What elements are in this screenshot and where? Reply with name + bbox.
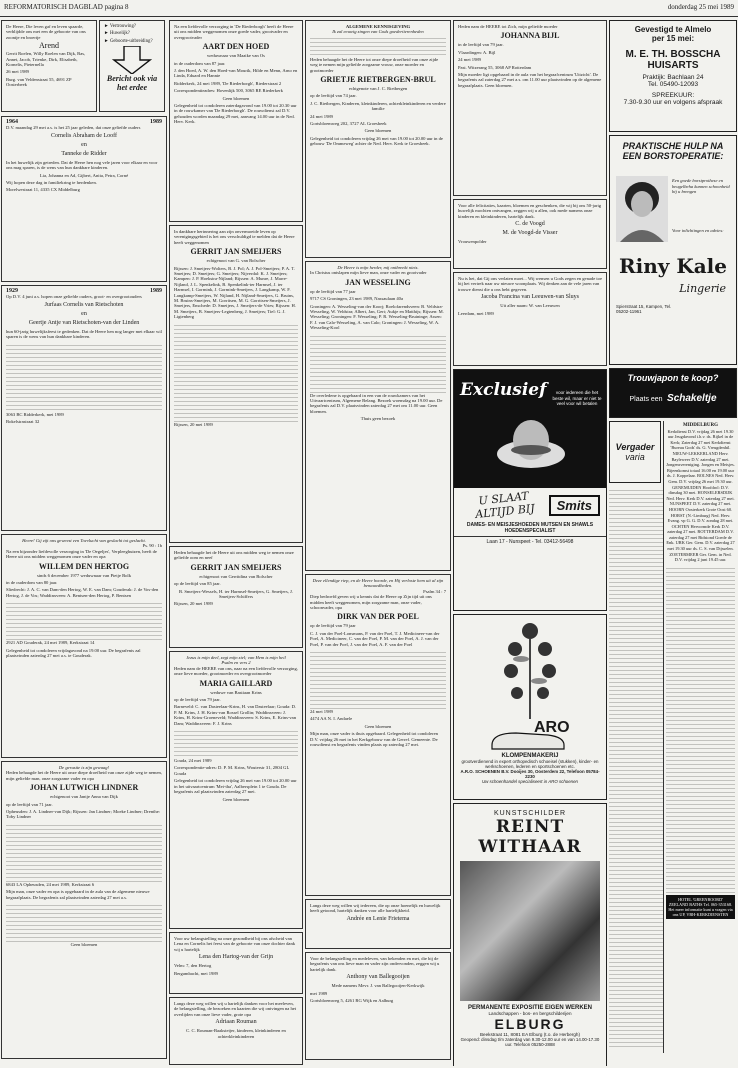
column-5 (608, 18, 738, 1066)
ad-riny-side-2: Voor inlichtingen en advies: (672, 228, 724, 233)
death-family: Rijssen: J. Smeijers-Wolters, B. J. Pol; A. J. Pol-Smeijers; P. A. T. Smeijers; D. Smeijers; G. Smeijers; Nijverdal: K. J. Smeijers; Kampen: J. P. Hoekstra-Nijland; Rijssen: A. Munre, J. Marre-Nijland, J. L. Spenkelink, B. Spenkelink-ter Harmsel, J. ter Harmsel, I. Gormink, J. Gormink-Smeijers, J. Langkamp, W. F. Langkamp-Smeijers, W. Nijland, H. Nijland-Smeijers, G. Bruins, M. Bruins-Smeijers, M. Gorritsen, M. G. Gorritsen-Smeijers, J. Smeijers, Enschede: D. Smeijers, J. Smeijers-de Vries; Rijssen: H. M. Smeijers, B. Smeijers-Legtenberg, J. Smeijers; Tiel: G. J. Ligtenberg (174, 265, 296, 320)
farewell-name: Jacoba Francina van Leeuwen-van Sluys (481, 294, 579, 301)
year-left: 1964 (6, 119, 18, 125)
death-address: 4474 AA N. I. Andaele (310, 716, 353, 722)
death-family: C. J. van der Poel-Lonsmans, P. van der Poel, T. J. Medicineer-van der Poel, A. Medicineer, C. van der Poel, P. M. van der Poel, A. J. van der Poel, P. van der Poel, J. van der Poel, A. F. van der Poel (310, 630, 440, 647)
notice-death-hoed (169, 20, 303, 222)
thanks-place: Vrouwenpolder (458, 239, 487, 245)
ad-aro-address: A.R.O. SCHOENEN B.V. Dooijes 30, Oosterdem 22, Telefoon 05784-2230 (460, 769, 600, 779)
death-notice: Mijn man, onze vader en opa is opgebaard in de aula van de algemene nieuwe begraafplaats. De begrafenis zal plaatsvinden zaterdag 27 mei a.s. (6, 889, 150, 900)
death-intro: Diep bedroefd geven wij u kennis dat de Heere op Zijn tijd uit ons midden heeft weggenomen, mijn zorgzame man, onze vader, schoonvader, opa (310, 594, 432, 611)
death-spouse: sinds 6 december 1977 weduwnaar van Pietje Bolk (36, 572, 132, 578)
hat-icon (494, 410, 568, 476)
ad-bosscha-title: HUISARTS (647, 60, 699, 71)
kerkdiensten-list (663, 421, 737, 1053)
notice-announce-arrows (99, 20, 165, 112)
announce-tag: Bericht ook via het erdee (106, 74, 158, 93)
down-arrow-icon (112, 46, 152, 74)
death-date: 24 mei 1989 (310, 113, 333, 119)
death-family: Opheusden: J. A. Lindner-van Dijk; Rijssen: Jan Lindner; Moeke Lindner; Drenthe: Toby Lindner (6, 809, 161, 820)
ad-exclusief-footer: Laan 17 - Nunspeet - Tel. 03412-56498 (486, 539, 574, 545)
ad-aro-sub: KLOMPENMAKERIJ (501, 753, 559, 759)
death-name: DIRK VAN DER POEL (337, 612, 419, 622)
death-family: Barneveld: C. van Dasteelaar-Krins, H. van Dasteelaar; Gouda: D. P. M. Krins, J. H. Krins-van Rossel Grollin; Waddinxveen: J. Krins, H. Krins-Groeneveld; Waddinxveen: S. Krins, E. Krins-van Dam; Waddinxveen: F. J. Krins (174, 704, 297, 726)
death-age: op de leeftijd van 74 jaar. (310, 93, 357, 99)
announce-item: ► Huwelijk? (104, 31, 130, 37)
death-intro: In Christus ontslapen mijn lieve man, onze vader en grootvader (310, 270, 427, 276)
ad-reint-hours: Geopend: dinsdag t/m zaterdag van 9.30-12.00 uur en van 14.00-17.30 uur. Telefoon 05250-2888 (460, 1037, 600, 1047)
page-header-right: donderdag 25 mei 1989 (667, 3, 734, 11)
death-address: Rijssen, 20 mei 1989 (174, 601, 213, 607)
anniversary-and: en (81, 141, 87, 148)
notice-death-smeijers (169, 225, 303, 543)
year-right: 1989 (150, 288, 162, 294)
death-spouse: weduwe van Bastiaan Krins (210, 689, 262, 695)
death-intro: Heden behaagde het de Heere uit ons midden weg te nemen onze geliefde oom en neef (174, 550, 294, 561)
ad-bosscha-address: Praktijk: Bachlaan 24 (642, 74, 704, 81)
anniversary-name-2: Geertje Antje van Rietschoten-van der Linden (28, 319, 140, 326)
death-name: GRIETJE RIETBERGEN-BRUL (320, 75, 436, 85)
death-end: Geen bloemen (364, 128, 392, 134)
verse-ref: Psalm 34 : 7 (423, 588, 446, 594)
thanks-place: Velm: 7, den Hertog (174, 963, 212, 969)
notice-thanks-grijn (169, 932, 303, 994)
ad-exclusief-desc: DAMES- EN MEISJESHOEDEN MUTSEN EN SHAWLS HOEDENSPECIALIST (466, 522, 594, 534)
notice-thanks-frietema (305, 899, 451, 949)
text-filler (310, 649, 446, 709)
farewell-sub: Uit aller naam: W. van Leeuwen (500, 303, 560, 309)
thanks-family: C. C. Rouman-Baaksteijer, kinderen, kleinkinderen en achterkleinkinderen (186, 1028, 286, 1039)
death-name: JAN WESSELING (345, 277, 411, 287)
notice-thanks-rouman (169, 997, 303, 1065)
text-filler (609, 487, 663, 1047)
death-address: Gouda, 24 mei 1989 (174, 758, 212, 764)
flower-plant-icon (495, 619, 565, 729)
thanks-intro: Voor uw belangstelling na onze gezondheid bij ons afscheid van Lena en Cornelis het feest van de geboorte van onze dochter dank wij u hartelijk (174, 936, 296, 952)
ad-riny-brand: Riny Kale (618, 254, 727, 278)
death-family: J. C. Rietbergen, Kinderen, kleinkinderen, achterkleinkinderen en verdere familie (310, 100, 446, 112)
notice-death-wesseling (305, 261, 451, 571)
kerk-body: Kerkdienst D.V. vrijdag 26 mei 19.30 uur Jeugdavond i.h.v. ds. Rijkel in de Kerk; Zaterdag 27 mei Kerkdienst 'Bureau Gods' ds. G. Vreugdenhil. NIEUW-LEKKERLAND Herv. Bayleweer D.V. zaterdag 27 mei. Jongensvereniging. Jongen en Meisjes. Bijeenkomst totaal 16.00 en 19.00 uur ds. J. Koppelaar. BOLNES Ned. Herv. Gem. D.V. vrijdag 26 mei 19.30 uur. GENEMUIDEN Hoofdrol: D.V. dinsdag 30 mei. HONSELERSDIJK Ned. Herv. Kerk D.V. zaterdag 27 mei. NUNSPEET D.V. zaterdag 27 mei. HOORN Oosterkerk Grote Oost 60. HORST (N.-Limburg) Ned. Herv. Evang. vp G. G. D.V. zondag 28 mei. OCHTEN Hervormde Kerk D.V. zaterdag 27 mei. ROTTERDAM D.V. zaterdag 27 mei Bidstond Goede de Enk. URK Ger. Gem. D.V. zaterdag 27 mei 19.30 uur ds. C. S. van Dijsselen. ZOETERMEER Ger. Gem. in Ned. D.V. vrijdag 2 juni 19.45 uur. (666, 428, 735, 563)
notice-death-van-der-poel (305, 574, 451, 896)
ad-reint-expo: PERMANENTE EXPOSITIE EIGEN WERKEN (467, 1005, 593, 1011)
anniversary-and: en (81, 310, 87, 317)
death-address: Ridderkerk, 24 mei 1989, 'De Riederborgh', Riederstraat 2 (174, 80, 282, 86)
birth-family: Gerrit Roelen, Willy Roelen van Dijk, Bas, Annet, Jacob, Trienke, Dirk, Elisabeth, Kornelis, Pieternella (6, 51, 86, 68)
notice-thanks-ballegooijen (305, 952, 451, 1060)
thanks-name-2: M. de Voogd-de Visser (502, 230, 558, 237)
thanks-name: Lena den Hartog-van der Grijn (198, 954, 274, 961)
verse-ref: Psalm en vers 2 (221, 660, 251, 666)
ad-exclusief-brand: Smits (549, 495, 600, 516)
ad-reint-city: ELBURG (494, 1016, 566, 1032)
ad-reint-top: KUNSTSCHILDER (493, 810, 567, 817)
text-filler (310, 333, 446, 393)
ad-riny-title: PRAKTISCHE HULP NA EEN BORSTOPERATIE: (622, 141, 724, 161)
anniversary-text: D.V. maandag 29 mei a.s. is het 25 jaar geleden, dat onze geliefde ouders (6, 125, 141, 131)
ad-reint-withaar (453, 803, 607, 1066)
anniversary-name-1: Cornelis Abraham de Looff (50, 132, 118, 139)
verse-ref: Ps. 90 : 1b (142, 543, 162, 549)
anniversary-text: Op D.V. 4 juni a.s. hopen onze geliefde ouders, groot- en overgrootouders (6, 294, 142, 300)
notice-death-lindner (1, 761, 167, 1059)
text-filler (6, 822, 162, 882)
text-filler (6, 902, 162, 942)
anniversary-name-1: Jurfaas Cornelis van Rietschoten (44, 301, 124, 308)
death-name: GERRIT JAN SMEIJERS (190, 562, 282, 572)
ad-reint-title: REINT WITHAAR (478, 817, 582, 857)
ad-aro-klompen (453, 614, 607, 800)
death-end: Thuis geen bezoek (360, 416, 396, 422)
notice-birth-arend (1, 20, 97, 112)
ad-riny-kale (609, 135, 737, 365)
death-notice: Mijn moeder ligt opgebaard in de aula van het begraafcentrum 'Uitzicht'. De begrafenis zal zaterdag 27 mei a.s. om 11.00 uur plaatsvinden op de algemene begraafplaats. Geen bloemen. (458, 72, 602, 88)
death-family: J. den Hoed, A. W. den Hoed-van Mourik, Hilde en Menn, Arno en Linda, Eduard en Hannie (174, 68, 298, 79)
verse: Jezus is mijn deel, zegt mijn ziel; van Hem is mijn heil (186, 655, 286, 660)
death-intro: Heden nam de HEERE tot Zich, mijn geliefde moeder (458, 24, 558, 29)
death-intro: Na een liefdevolle verzorging in 'De Riederborgh' heeft de Heere uit ons midden weggenomen onze goede vader, grootvader en overgrootvader (174, 24, 294, 40)
year-right: 1989 (150, 119, 162, 125)
column-4 (452, 18, 608, 1066)
death-notice: Gelegenheid tot condoleren vrijdag 26 mei van 19.00 tot 20.00 uur in het uitvaartcentrum 'Mei-tha', Aalbersplein 1 te Gouda. De begrafenis zal plaatsvinden zaterdag 27 mei. (174, 778, 297, 795)
text-filler (174, 728, 298, 758)
thanks-name: Andrée en Lenie Frietema (346, 915, 410, 922)
page-header-left: REFORMATORISCH DAGBLAD pagina 8 (4, 3, 129, 11)
text-filler (6, 600, 162, 640)
ad-trouwjapon-line-2: Plaats een (629, 396, 663, 403)
ad-exclusief-banner (454, 370, 606, 488)
death-date: 24 mei 1989 (458, 57, 481, 63)
death-spouse: echtgenote van J. C. Rietbergen (348, 86, 408, 92)
death-age: in de ouderdom van 80 jaar. (6, 580, 58, 586)
notice-death-hertog (1, 534, 167, 758)
death-name: GERRIT JAN SMEIJERS (190, 247, 282, 257)
portrait-photo-icon (616, 176, 668, 242)
death-spouse: echtgenoot van Jantje Anna van Dijk (50, 794, 118, 800)
birth-lead: De Heere, Die leven gaf en leven spaarde, verblijdde ons met een de geboorte van ons zoontje en broertje (6, 24, 86, 40)
ad-vergader-line-2: varia (625, 452, 645, 462)
ad-riny-side: Een goede borstprothese en beugelbeha kunnen schoonheid bij u brengen (672, 178, 730, 195)
verse: De Heere is mijn herder, mij ontbreekt niets. (337, 265, 419, 270)
ad-bosscha-line-1: Gevestigd te Almelo (634, 25, 712, 34)
thanks-name: Adriaan Rouman (215, 1019, 257, 1026)
death-notice: Gelegenheid tot condoleren vrijdag 26 mei van 19.00 tot 20.00 uur in de gebouw 'De Ommeweg' achter de Ned. Herv. Kerk te Groesbeek. (310, 135, 443, 147)
notice-thanks-voogd (453, 199, 607, 269)
ad-aro-desc: grootverdienend in expert orthopedisch schoeisel (stukken), kinder- en werkschoenen, lederen en sportschoenen etc. (461, 759, 599, 769)
death-notice: Mijn man, onze vader is thuis opgebaard. Gelegenheid tot condoleren D.V. vrijdag 26 mei in het Kerkgebouw van de Gerref. Gemeente. De rouwdienst en begrafenis vinden plaats op zaterdag 27 mei. (310, 731, 438, 748)
notice-death-smeijers-2 (169, 546, 303, 648)
announce-item: ► Vertrouwing? (104, 24, 136, 29)
death-name: AART DEN HOED (202, 42, 270, 52)
birth-date: 26 mei 1989 (6, 69, 29, 75)
anniversary-rest: hun 60-jarig huwelijksfeest te gedenken. Dat de Heere hen nog langer met elkaar wil sparen is de wens van hun dankbare kinderen. (6, 328, 162, 340)
death-intro: In dankbare herinnering aan zijn onvermoeide leven op verenigingsgebied is het ons verschuldigd te melden dat de Heere heeft weggenomen (174, 229, 295, 245)
text-filler (174, 322, 298, 422)
thanks-intro: Langs deze weg willen wij iedereen, die op onze hoenelijk en huwelijk heeft getoond, hartelijk danken voor alle hartelijkheid. (310, 903, 441, 914)
death-correspondence: Correspondentie-adres: D. P. M. Krins, Wouterstr 31, 2804 GL Gouda (174, 765, 290, 776)
anniversary-place: 3063 BC Ridderkerk, mei 1989 (6, 411, 64, 417)
ad-reint-address: Beekstraat 11, 8081 EA Elburg (t.o. de Herbergh) (479, 1032, 580, 1037)
ad-riny-brand-2: Lingerie (679, 282, 726, 295)
death-intro: Heden behaagde het de Heere tot onze diepe droefheid van onze zijde weg te nemen mijn geliefde zorgzame vrouw, onze moeder en grootmoeder (310, 56, 439, 73)
death-address: 2921 AD Gouderak, 24 mei 1989, Kerkstraat 14 (6, 640, 95, 646)
verse: Deze ellendige riep, en de Heere hoorde, en Hij verloste hem uit al zijn benauwdheden. (312, 578, 444, 589)
death-address: 6843 LA Opheusden, 24 mei 1989, Kerkstraat 6 (6, 881, 95, 887)
death-end: Geen bloemen (222, 95, 250, 101)
death-notice: Gelegenheid tot condoleren zaterdagavond van 19.00 tot 20.30 uur in de rouwkamer van 'De Riederborgh'. De rouwdienst zal D.V. gehouden worden maandag 29 mei, aanvang 14.00 uur in de Ned. Herv. Kerk. (174, 103, 297, 125)
anniversary-address: Morelwestraat 11, 4335 CX Middelburg (6, 187, 80, 193)
death-spouse: weduwnaar van Maaike van Os (207, 53, 265, 59)
verse: De gerustte is zijn gewaag! (58, 765, 110, 770)
death-end: Geen bloemen (70, 942, 98, 948)
text-filler (6, 342, 162, 412)
ad-riny-address: Spierstraat 15, Kampen, Tel. 05202-11961 (616, 304, 672, 315)
death-family: Vlaardingen: A. Bijl (458, 49, 496, 55)
death-name: MARIA GAILLARD (199, 678, 273, 688)
thanks-place: mei 1989 (310, 990, 328, 996)
text-filler (666, 565, 735, 895)
death-family: Groningen: A. Wesseling-van der Koorj; Roelofarendsveen: B. Veldstra-Wesseling, W. Veldstra; Albert, Jan, Gert; Aukje en Matthijs; Rijssen: M. Wesseling; Groningen: F. Wesseling; P. R. Wesseling-Bruininge; Assen: F. J. van Calo-Wesseling, A. van Calo; Groningen: J. Wesseling, W. A. Wesseling-Kool (310, 303, 444, 331)
ad-bosscha-name: M. E. TH. BOSSCHA (625, 49, 721, 60)
ad-bosscha-huisarts (609, 20, 737, 132)
notice-farewell-sluys (453, 272, 607, 366)
death-notice: Gelegenheid tot condoleren vrijdagavond na 19.00 uur. De begrafenis zal plaatsvinden zaterdag 27 mei a.s. te Gouderak. (6, 647, 141, 659)
death-address: 9717 CS Groningen, 23 mei 1989, Nassaulaan 40a (310, 296, 404, 302)
column-2 (168, 18, 304, 1066)
death-notice: De overledene is opgebaard in een van de rouwkamers van het Uitvaartcentrum, Algemene Belang. Bezoek woensdag na 19.00 uur. De begrafenis zal D.V. plaatsvinden zaterdag 27 mei om 11.00 uur. Geen bloemen. (310, 392, 443, 414)
verse: Heere! Gij zijt ons geweest een Toevlucht van geslacht tot geslacht. (22, 538, 146, 543)
ad-aro-title: ARO (534, 719, 570, 736)
ad-exclusief-smits (453, 369, 607, 611)
notice-anniversary-1929 (1, 285, 167, 531)
announce-item: ► Geboorte-uitbreiding? (104, 38, 153, 44)
death-end: Geen bloemen (222, 796, 250, 802)
death-family: Sliedrecht: J. A. C. van Dam-den Hertog, W. E. van Dam; Gouderak: J. de Vos-den Hertog, J. de Vos; Waddinxveen: A. Bentsen-den Hertog, P. Bentsen (6, 587, 159, 598)
death-age: op de leeftijd van 77 jaar (310, 288, 356, 294)
thanks-date: Bergambacht, mei 1989 (174, 970, 218, 976)
kerk-footer: HOTEL 'GREENBOORD' ZEELAND BATHS Tel. 065-353168. Het meer informatie kunt u vragen via ons UP, VBH-KERKDIENSTEN (666, 895, 735, 919)
ad-trouwjapon (609, 368, 737, 418)
thanks-address: Gortsbloemweg 5, 4261 RG Wijk en Aalburg (310, 998, 394, 1004)
death-address: Gortsbloemweg 202, 3727 AL Groesbeek (310, 121, 387, 127)
death-name: JOHANNA BIJL (500, 31, 560, 41)
death-address: Past. Witzerang 55, 3068 AP Rotterdam (458, 64, 532, 70)
death-age: op de leeftijd van 85 jaar. (174, 581, 221, 587)
death-family: B. Smeijers-Wessels, H. ter Harmsel-Smeijers, G. Smeijers, J. Smeijers-Schiffers (179, 588, 293, 600)
death-name: WILLEM DEN HERTOG (38, 561, 130, 571)
notice-heading: ALGEMENE KENNISGEVING (345, 24, 411, 29)
verse: Ik zal eeuwig zingen van Gods goedertierenheden (332, 29, 424, 35)
death-address: Rijssen, 20 mei 1989 (174, 421, 213, 427)
thanks-name: C. de Voogd (515, 221, 545, 228)
ad-reint-expo-2: Landschappen - bos- en bergschilderijen (488, 1011, 572, 1016)
birth-name: Arend (39, 41, 59, 51)
column-3 (304, 18, 452, 1066)
farewell-intro: Nu is het, dat Gij ons verlaten moet... Wij wensen u Gods zegen en genade toe bij het vertrek naar uw nieuwe woonplaats. Wij denken aan de vele jaren van trouwe dienst die u ons hebt gegeven. (458, 276, 603, 292)
column-1 (0, 18, 168, 1066)
anniversary-rest: In het huwelijk zijn getreden. Dat de Heere hen nog vele jaren voor elkaar en voor ons mag sparen, is de wens van hun dankbare kinderen. (6, 159, 158, 171)
ad-bosscha-hours: 7.30-9.30 uur en volgens afspraak (623, 99, 723, 106)
row-arend (0, 18, 168, 114)
ad-aro-footer: Uw schoenhandel specialiseert in ARO schoenen (482, 779, 578, 784)
death-age: op de leeftijd van 71 jaar. (6, 801, 53, 807)
ad-vergader-line-1: Vergader (615, 442, 655, 452)
death-age: op de leeftijd van 79 jaar (310, 623, 356, 629)
death-spouse: echtgenoot van Gerritdina van Bolscher (199, 573, 273, 579)
death-age: in de leeftijd van 79 jaar. (458, 42, 504, 48)
page-header (0, 0, 738, 17)
notice-death-rietbergen (305, 20, 451, 258)
ad-exclusief-slogan: U SLAAT ALTIJD BIJ (474, 489, 536, 522)
death-name: JOHAN LUTWICH LINDNER (29, 783, 139, 793)
death-correspondence: Correspondentieadres: Hovenlijk 500, 3065 RE Riederkerk (174, 88, 283, 94)
death-spouse: echtgenoot van G. van Bolscher (206, 258, 266, 264)
death-age: in de ouderdom van 87 jaar. (174, 60, 226, 66)
death-intro: Na een bijzonder liefdevolle verzorging in 'De Oegeljes', Verpleeghuizen, heeft de Heere uit ons midden weggenomen onze vader en opa (6, 548, 157, 560)
death-age: op de leeftijd van 79 jaar. (174, 697, 221, 703)
death-end: Geen bloemen (364, 723, 392, 729)
death-date: 24 mei 1989 (310, 709, 333, 715)
ad-exclusief-title: Exclusief (460, 380, 547, 400)
death-intro: Heden behaagde het de Heere uit onze diepe droefheid van onze zijde weg te nemen, mijn geliefde man, onze zorgzame vader en opa (6, 770, 162, 781)
anniversary-end: Wij hopen deze dag in familiekring te herdenken. (6, 180, 97, 186)
notice-death-gaillard (169, 651, 303, 929)
notice-death-bijl (453, 20, 607, 196)
thanks-intro: Voor de belangstelling en medeleven, van bekenden en met, die bij de begrafenis van ons lieve man en vader zijn ondervonden, zeggen wij u hartelijk dank. (310, 956, 440, 972)
birth-address: Burg. van Veldenstraat 55, 4691 ZP Oosterbeek (6, 76, 72, 88)
ad-vergader-varia (609, 421, 661, 483)
ad-bosscha-line-2: per 15 mei: (651, 34, 695, 43)
kerkdiensten-area (609, 421, 737, 1057)
death-intro: Heden nam de HEERE van ons, naar na een liefdevolle verzorging, onze lieve moeder, grootmoeder en overgrootmoeder (174, 665, 298, 677)
ad-reint-painting (460, 861, 600, 1001)
thanks-intro: Langs deze weg willen wij u hartelijk danken voor het meeleven, de belangstelling, de bezoeken en kaarten die wij ontvingen na het overlijden van onze lieve vader, grote opa (174, 1001, 297, 1017)
text-filler (310, 35, 446, 57)
kerk-title: MIDDELBURG (682, 423, 718, 428)
anniversary-kids: Lia, Johanna en Ad, Gijbert, Anita, Petra, Corné (39, 172, 129, 178)
year-left: 1929 (6, 288, 18, 294)
thanks-name: Anthony van Ballegooijen (346, 974, 410, 981)
thanks-sub: Mede namens Mevr. J. van Ballegooijen-Kerkwijk (331, 983, 425, 989)
ad-exclusief-sub: voor iedereen die het beste wil, maar er niet te veel voor wil betalen (552, 390, 602, 406)
anniversary-address: Bokelstrastraat 32 (6, 419, 40, 425)
ad-bosscha-phone: Tel. 05490-12093 (647, 81, 699, 88)
farewell-place: Leerdam, mei 1989 (458, 310, 494, 316)
anniversary-name-2: Tanneke de Ridder (61, 150, 107, 157)
notice-anniversary-1964 (1, 116, 167, 282)
ad-trouwjapon-line-3: Schakeltje (667, 393, 717, 404)
ad-trouwjapon-line-1: Trouwjapon te koop? (627, 373, 719, 383)
ad-bosscha-consult-label: SPREEKUUR: (651, 92, 695, 99)
thanks-intro: Voor alle felicitaties, kaarten, bloemen en geschenken, die wij bij ons 50-jarig huwelijk mochten ontvangen, zeggen wij u allen, ook mede namens onze kinderen en kleinkinderen, hartelijk dank. (458, 203, 602, 219)
